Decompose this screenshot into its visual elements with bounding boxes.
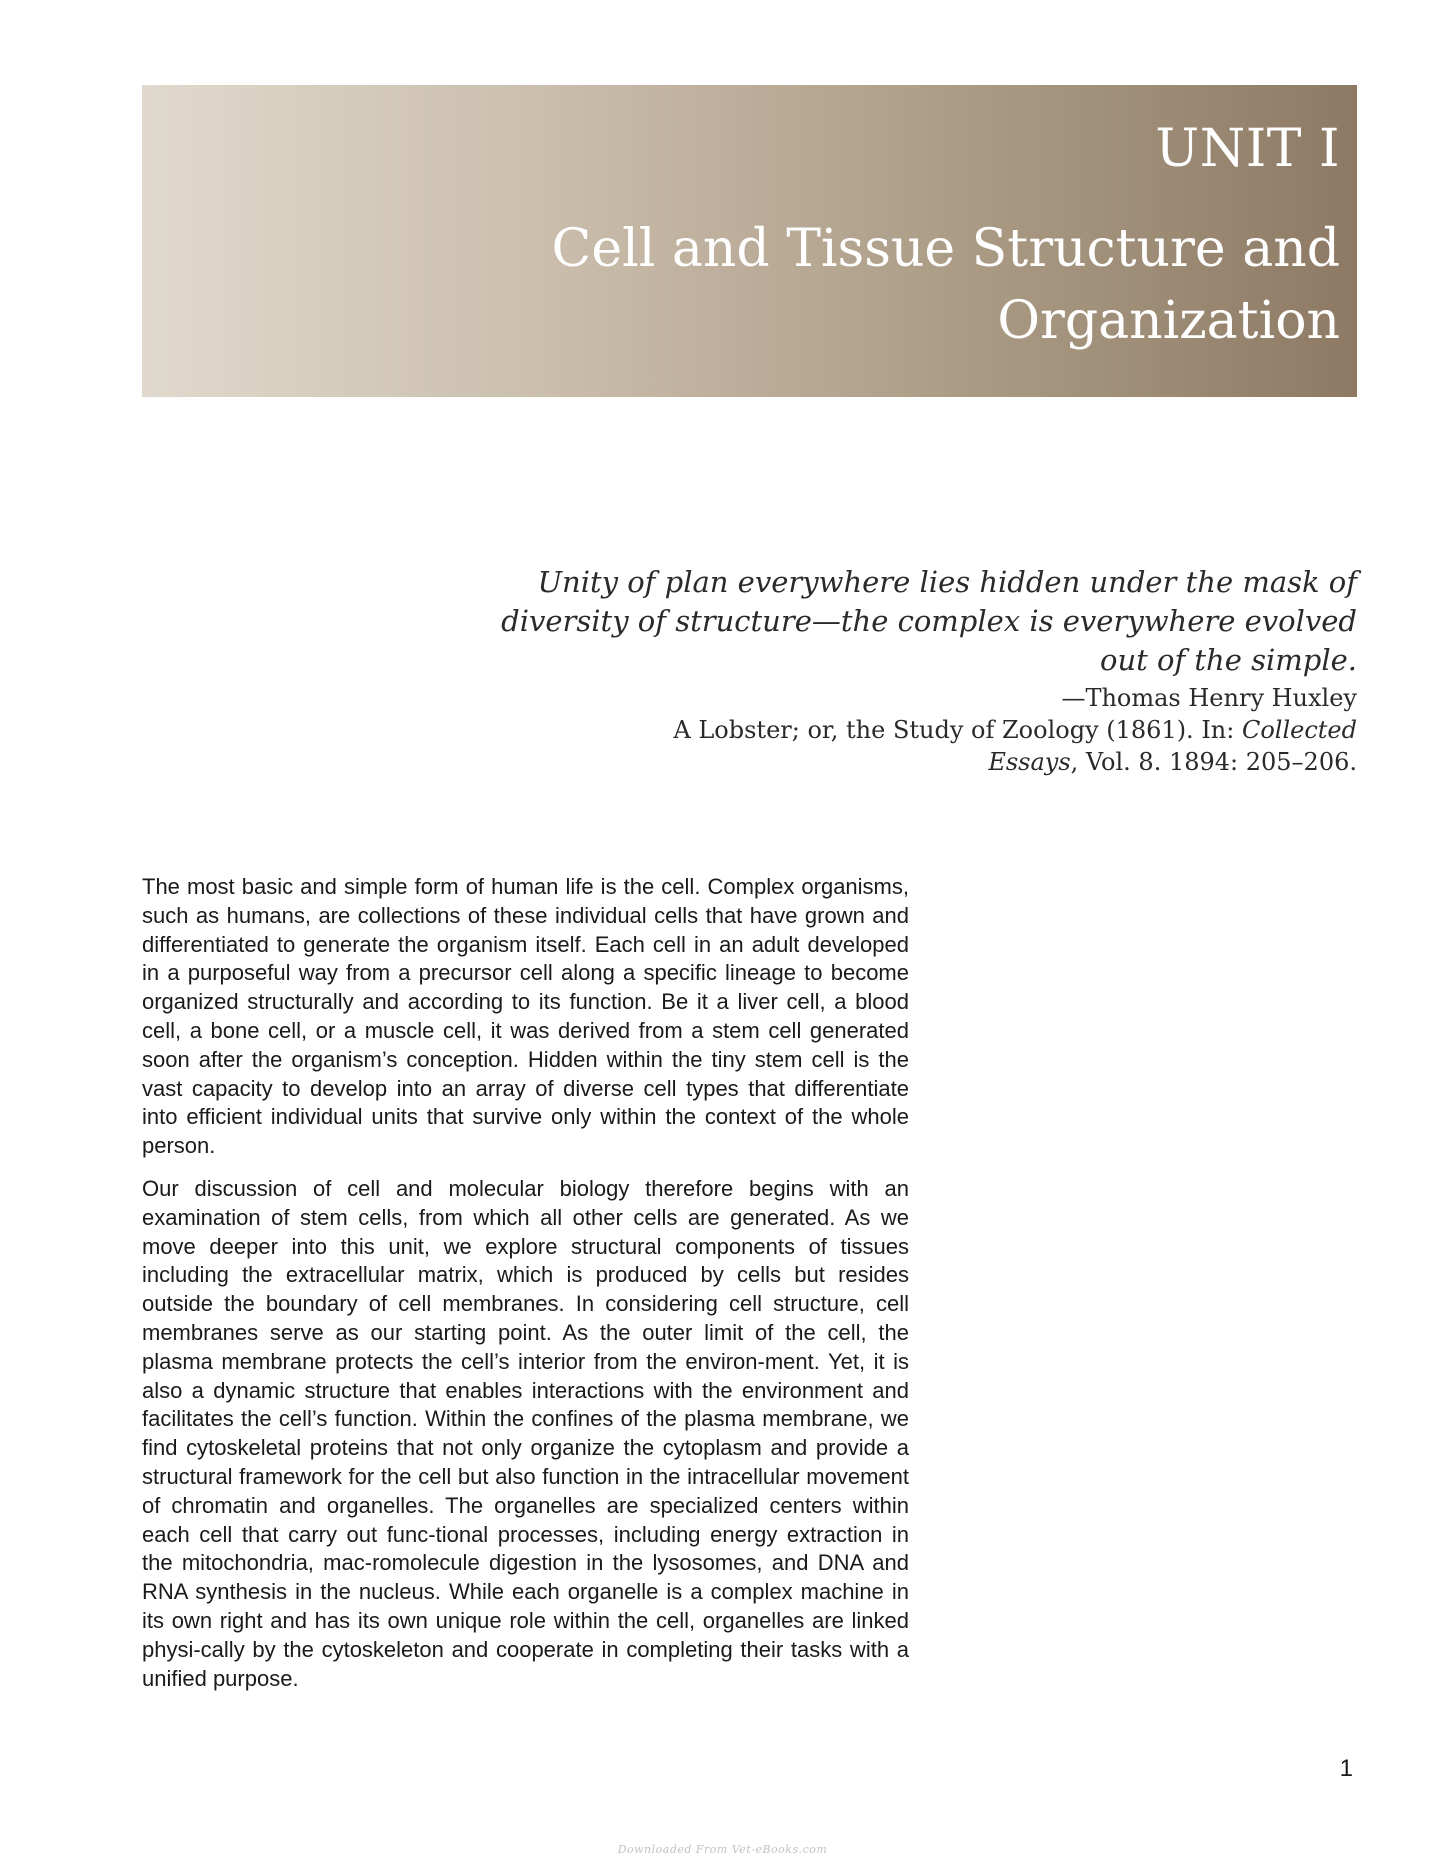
epigraph-source-title-2: Essays	[988, 748, 1071, 776]
unit-label: UNIT I	[1155, 119, 1340, 179]
watermark: Downloaded From Vet-eBooks.com	[617, 1843, 828, 1856]
epigraph-source	[457, 714, 1357, 778]
epigraph-source-title-1: Collected	[1241, 716, 1357, 744]
body-text	[142, 873, 909, 1707]
epigraph-source-suffix: , Vol. 8. 1894: 205–206.	[1070, 748, 1357, 776]
page-number: 1	[1339, 1755, 1353, 1782]
epigraph-source-prefix: A Lobster; or, the Study of Zoology (1861). In:	[673, 716, 1242, 744]
epigraph	[457, 563, 1357, 778]
epigraph-author: —Thomas Henry Huxley	[1061, 684, 1357, 712]
epigraph-quote: Unity of plan everywhere lies hidden under the mask of diversity of structure—the complex is everywhere evolved out of the simple.	[501, 565, 1357, 677]
body-paragraph: Our discussion of cell and molecular biology therefore begins with an examination of stem cells, from which all other cells are generated. As we move deeper into this unit, we explore structural components of tissues including the extracellular matrix, which is produced by cells but resides outside the boundary of cell membranes. In considering cell structure, cell membranes serve as our starting point. As the outer limit of the cell, the plasma membrane protects the cell’s interior from the environ-ment. Yet, it is also a dynamic structure that enables interactions with the environment and facilitates the cell’s function. Within the confines of the plasma membrane, we find cytoskeletal proteins that not only organize the cytoplasm and provide a structural framework for the cell but also function in the intracellular movement of chromatin and organelles. The organelles are specialized centers within each cell that carry out func-tional processes, including energy extraction in the mitochondria, mac-romolecule digestion in the lysosomes, and DNA and RNA synthesis in the nucleus. While each organelle is a complex machine in its own right and has its own unique role within the cell, organelles are linked physi-cally by the cytoskeleton and cooperate in completing their tasks with a unified purpose.	[142, 1175, 909, 1691]
unit-banner	[142, 85, 1357, 397]
unit-title: Cell and Tissue Structure and Organization	[551, 219, 1340, 351]
body-paragraph: The most basic and simple form of human life is the cell. Complex organisms, such as humans, are collections of these individual cells that have grown and differentiated to generate the organism itself. Each cell in an adult developed in a purposeful way from a precursor cell along a specific lineage to become organized structurally and according to its function. Be it a liver cell, a blood cell, a bone cell, or a muscle cell, it was derived from a stem cell generated soon after the organism’s conception. Hidden within the tiny stem cell is the vast capacity to develop into an array of diverse cell types that differentiate into efficient individual units that survive only within the context of the whole person.	[142, 874, 909, 1159]
